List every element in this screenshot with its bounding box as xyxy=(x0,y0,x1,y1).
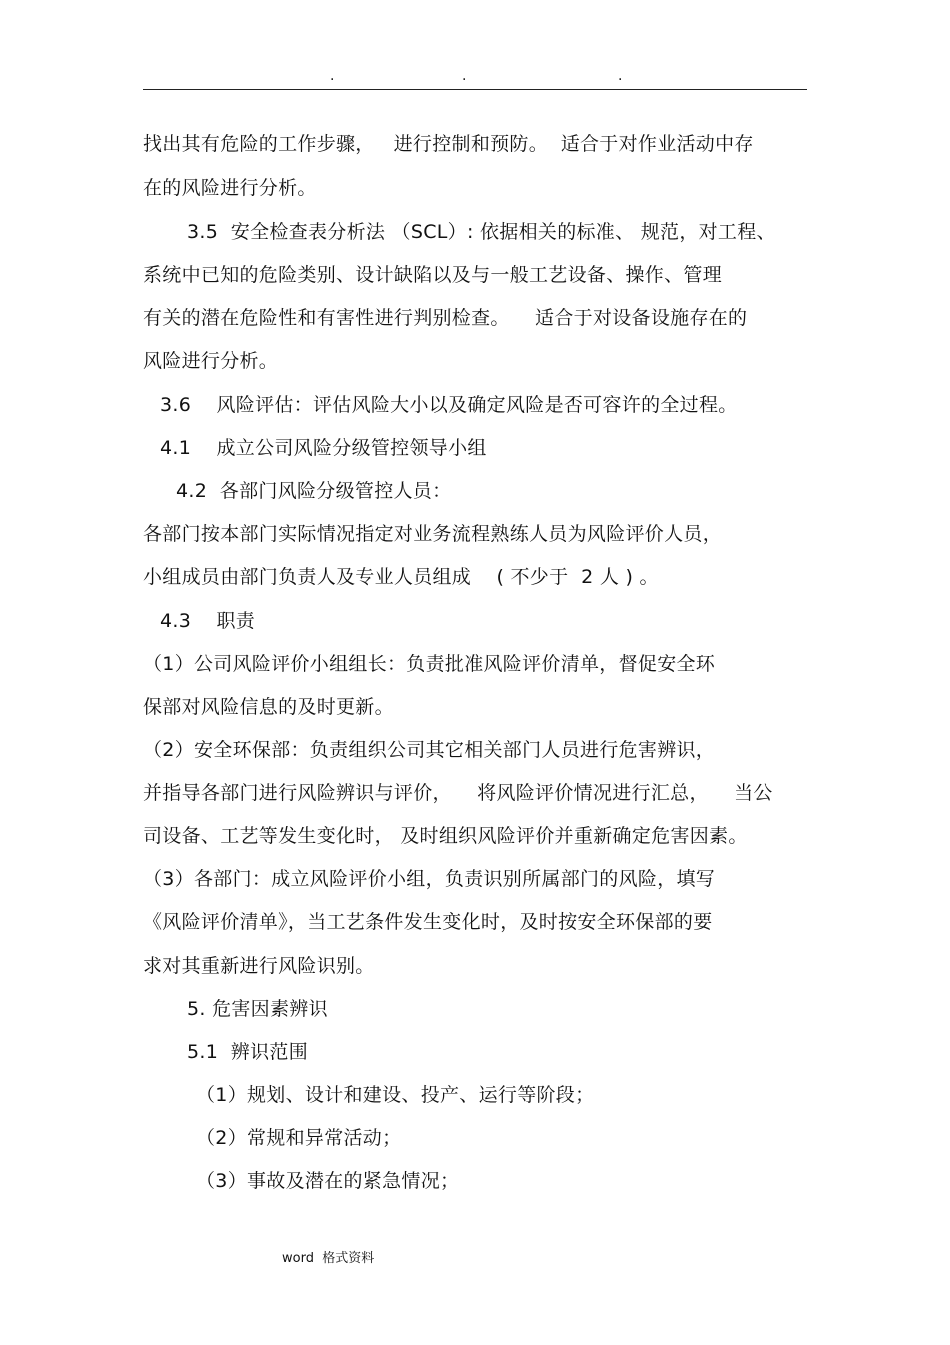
header-dot: . xyxy=(330,68,335,84)
paragraph-line: （2）安全环保部：负责组织公司其它相关部门人员进行危害辨识， xyxy=(143,739,716,761)
paragraph-line: 4.1 成立公司风险分级管控领导小组 xyxy=(160,437,487,459)
paragraph-line: 3.5 安全检查表分析法 （SCL）: 依据相关的标准、 规范，对工程、 xyxy=(187,221,776,243)
paragraph-line: 系统中已知的危险类别、设计缺陷以及与一般工艺设备、操作、管理 xyxy=(143,264,723,286)
paragraph-line: 4.3 职责 xyxy=(160,610,256,632)
paragraph-line: 保部对风险信息的及时更新。 xyxy=(143,696,394,718)
list-item: （2）常规和异常活动； xyxy=(196,1127,402,1149)
paragraph-line: 在的风险进行分析。 xyxy=(143,177,317,199)
paragraph-line: 小组成员由部门负责人及专业人员组成 ( 不少于 2 人 ) 。 xyxy=(143,566,659,588)
list-item: （1）规划、设计和建设、投产、运行等阶段； xyxy=(196,1084,595,1106)
paragraph-line: 风险进行分析。 xyxy=(143,350,279,372)
paragraph-line: 4.2 各部门风险分级管控人员： xyxy=(176,480,452,502)
header-dot: . xyxy=(462,68,467,84)
paragraph-line: 各部门按本部门实际情况指定对业务流程熟练人员为风险评价人员， xyxy=(143,523,723,545)
section-heading: 5. 危害因素辨识 xyxy=(187,998,328,1020)
paragraph-line: 有关的潜在危险性和有害性进行判别检查。 适合于对设备设施存在的 xyxy=(143,307,748,329)
paragraph-line: （1）公司风险评价小组组长：负责批准风险评价清单，督促安全环 xyxy=(143,653,716,675)
header-dot: . xyxy=(618,68,623,84)
paragraph-line: 并指导各部门进行风险辨识与评价， 将风险评价情况进行汇总， 当公 xyxy=(143,782,773,804)
paragraph-line: 3.6 风险评估：评估风险大小以及确定风险是否可容许的全过程。 xyxy=(160,394,738,416)
section-heading: 5.1 辨识范围 xyxy=(187,1041,308,1063)
paragraph-line: 求对其重新进行风险识别。 xyxy=(143,955,375,977)
header-rule xyxy=(143,89,807,90)
list-item: （3）事故及潜在的紧急情况； xyxy=(196,1170,460,1192)
paragraph-line: 《风险评价清单》，当工艺条件发生变化时，及时按安全环保部的要 xyxy=(143,911,713,933)
paragraph-line: 司设备、工艺等发生变化时， 及时组织风险评价并重新确定危害因素。 xyxy=(143,825,748,847)
page-footer: word 格式资料 xyxy=(282,1251,375,1266)
paragraph-line: （3）各部门：成立风险评价小组，负责识别所属部门的风险，填写 xyxy=(143,868,716,890)
paragraph-line: 找出其有危险的工作步骤， 进行控制和预防。 适合于对作业活动中存 xyxy=(143,133,754,155)
